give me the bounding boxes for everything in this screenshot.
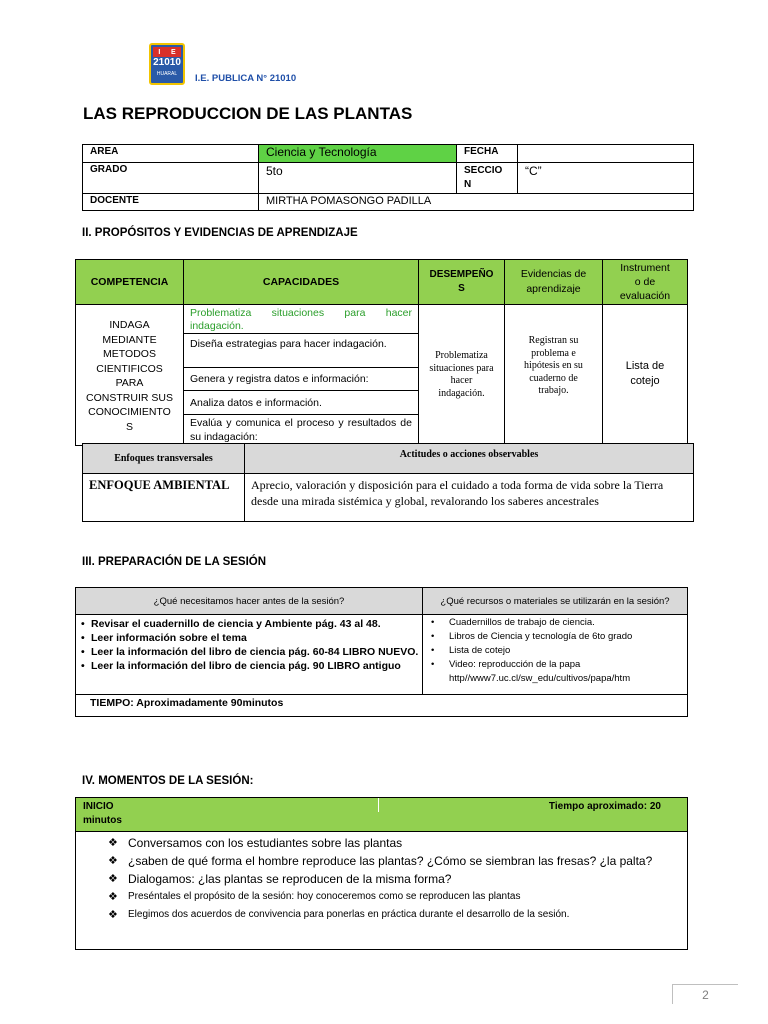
before-item: • Leer información sobre el tema [79,631,420,645]
logo-subtitle: HUARAL [156,71,178,77]
fecha-value [518,145,694,163]
resource-item: • Cuadernillos de trabajo de ciencia. [423,616,685,630]
desempenos-header: DESEMPEÑO S [419,260,505,305]
text-cursor [378,798,379,812]
momento-item [76,834,681,852]
capacidad-item: Diseña estrategias para hacer indagación. [184,334,418,368]
competencias-table [75,259,688,446]
diamond-bullet-icon: ❖ [108,855,118,867]
inicio-body [76,832,688,950]
logo-number: 21010 [153,57,181,68]
desempeno-cell: Problematiza situaciones para hacer indagación. [419,305,505,446]
resource-item: • Lista de cotejo [423,644,685,658]
capacidades-cell [184,305,419,446]
before-item: • Leer la información del libro de ciencia pág. 60-84 LIBRO NUEVO. [79,645,420,659]
section-4-heading: IV. MOMENTOS DE LA SESIÓN: [82,775,254,787]
docente-label: DOCENTE [83,194,259,211]
competencia-cell: INDAGA MEDIANTE METODOS CIENTIFICOS PARA CONSTRUIR SUS CONOCIMIENTO S [76,305,184,446]
momento-text: Conversamos con los estudiantes sobre las plantas [128,836,403,850]
before-item: • Revisar el cuadernillo de ciencia y Ambiente pág. 43 al 48. [79,617,420,631]
momento-text: Elegimos dos acuerdos de convivencia para ponerlas en práctica durante el desarrollo de la sesión. [128,909,570,920]
page-title: LAS REPRODUCCION DE LAS PLANTAS [83,104,413,123]
enfoques-header: Enfoques transversales [83,444,245,474]
capacidad-item: Analiza datos e información. [184,391,418,415]
fecha-label: FECHA [457,145,518,163]
tiempo-row: TIEMPO: Aproximadamente 90minutos [76,695,688,717]
capacidad-item: Genera y registra datos e información: [184,368,418,391]
momento-item [76,888,681,906]
enfoques-table [82,443,694,522]
before-header: ¿Qué necesitamos hacer antes de la sesión? [76,588,423,615]
logo-letter: E [170,48,176,56]
section-3-heading: III. PREPARACIÓN DE LA SESIÓN [82,556,267,568]
resource-item: • Libros de Ciencia y tecnología de 6to grado [423,630,685,644]
section-2-heading: II. PROPÓSITOS Y EVIDENCIAS DE APRENDIZAJE [82,227,358,239]
info-table [82,144,694,211]
area-label: AREA [83,145,259,163]
resources-header: ¿Qué recursos o materiales se utilizarán en la sesión? [423,588,688,615]
enfoque-cell: ENFOQUE AMBIENTAL [83,474,245,522]
page-number: 2 [672,984,738,1004]
minutos-label: minutos [83,815,122,826]
resources-cell [423,615,688,695]
before-item: • Leer la información del libro de ciencia pág. 90 LIBRO antiguo [79,659,420,673]
evidencia-cell: Registran su problema e hipótesis en su cuaderno de trabajo. [505,305,603,446]
diamond-bullet-icon: ❖ [108,891,118,903]
momentos-table [75,797,688,950]
actitudes-header: Actitudes o acciones observables [245,444,694,474]
instrumento-cell: Lista de cotejo [603,305,688,446]
capacidad-item: Evalúa y comunica el proceso y resultados de su indagación: [190,417,412,443]
inicio-label: INICIO [83,801,114,812]
resource-item: • Video: reproducción de la papa http//www7.uc.cl/sw_edu/cultivos/papa/htm [423,658,685,686]
evidencias-header: Evidencias de aprendizaje [505,260,603,305]
momento-item [76,906,681,924]
momento-text: ¿saben de qué forma el hombre reproduce las plantas? ¿Cómo se siembran las fresas? ¿la palta? [128,854,653,868]
instrumento-header: Instrument o de evaluación [603,260,688,305]
inicio-header [76,798,688,832]
capacidad-item: Problematiza situaciones para hacer indagación. [184,305,418,334]
area-value: Ciencia y Tecnología [259,145,457,163]
competencia-header: COMPETENCIA [76,260,184,305]
tiempo-aproximado: Tiempo aproximado: 20 [548,801,661,812]
diamond-bullet-icon: ❖ [108,837,118,849]
logo-letter: I [158,48,161,56]
docente-value: MIRTHA POMASONGO PADILLA [259,194,694,211]
diamond-bullet-icon: ❖ [108,909,118,921]
momento-item [76,852,681,870]
momento-item [76,870,681,888]
before-cell [76,615,423,695]
school-name: I.E. PUBLICA N° 21010 [195,73,297,84]
school-logo [149,43,185,85]
diamond-bullet-icon: ❖ [108,873,118,885]
grado-value: 5to [259,163,457,194]
preparacion-table [75,587,688,717]
seccion-value: “C” [518,163,694,194]
logo-bar [153,47,181,57]
momento-text: Dialogamos: ¿las plantas se reproducen de la misma forma? [128,872,452,886]
momento-text: Preséntales el propósito de la sesión: hoy conoceremos como se reproducen las plantas [128,891,521,902]
grado-label: GRADO [83,163,259,194]
seccion-label: SECCIO N [457,163,518,194]
actitud-cell: Aprecio, valoración y disposición para el cuidado a toda forma de vida sobre la Tierra desde una mirada sistémica y global, revalorando los saberes ancestrales [245,474,694,522]
capacidades-header: CAPACIDADES [184,260,419,305]
